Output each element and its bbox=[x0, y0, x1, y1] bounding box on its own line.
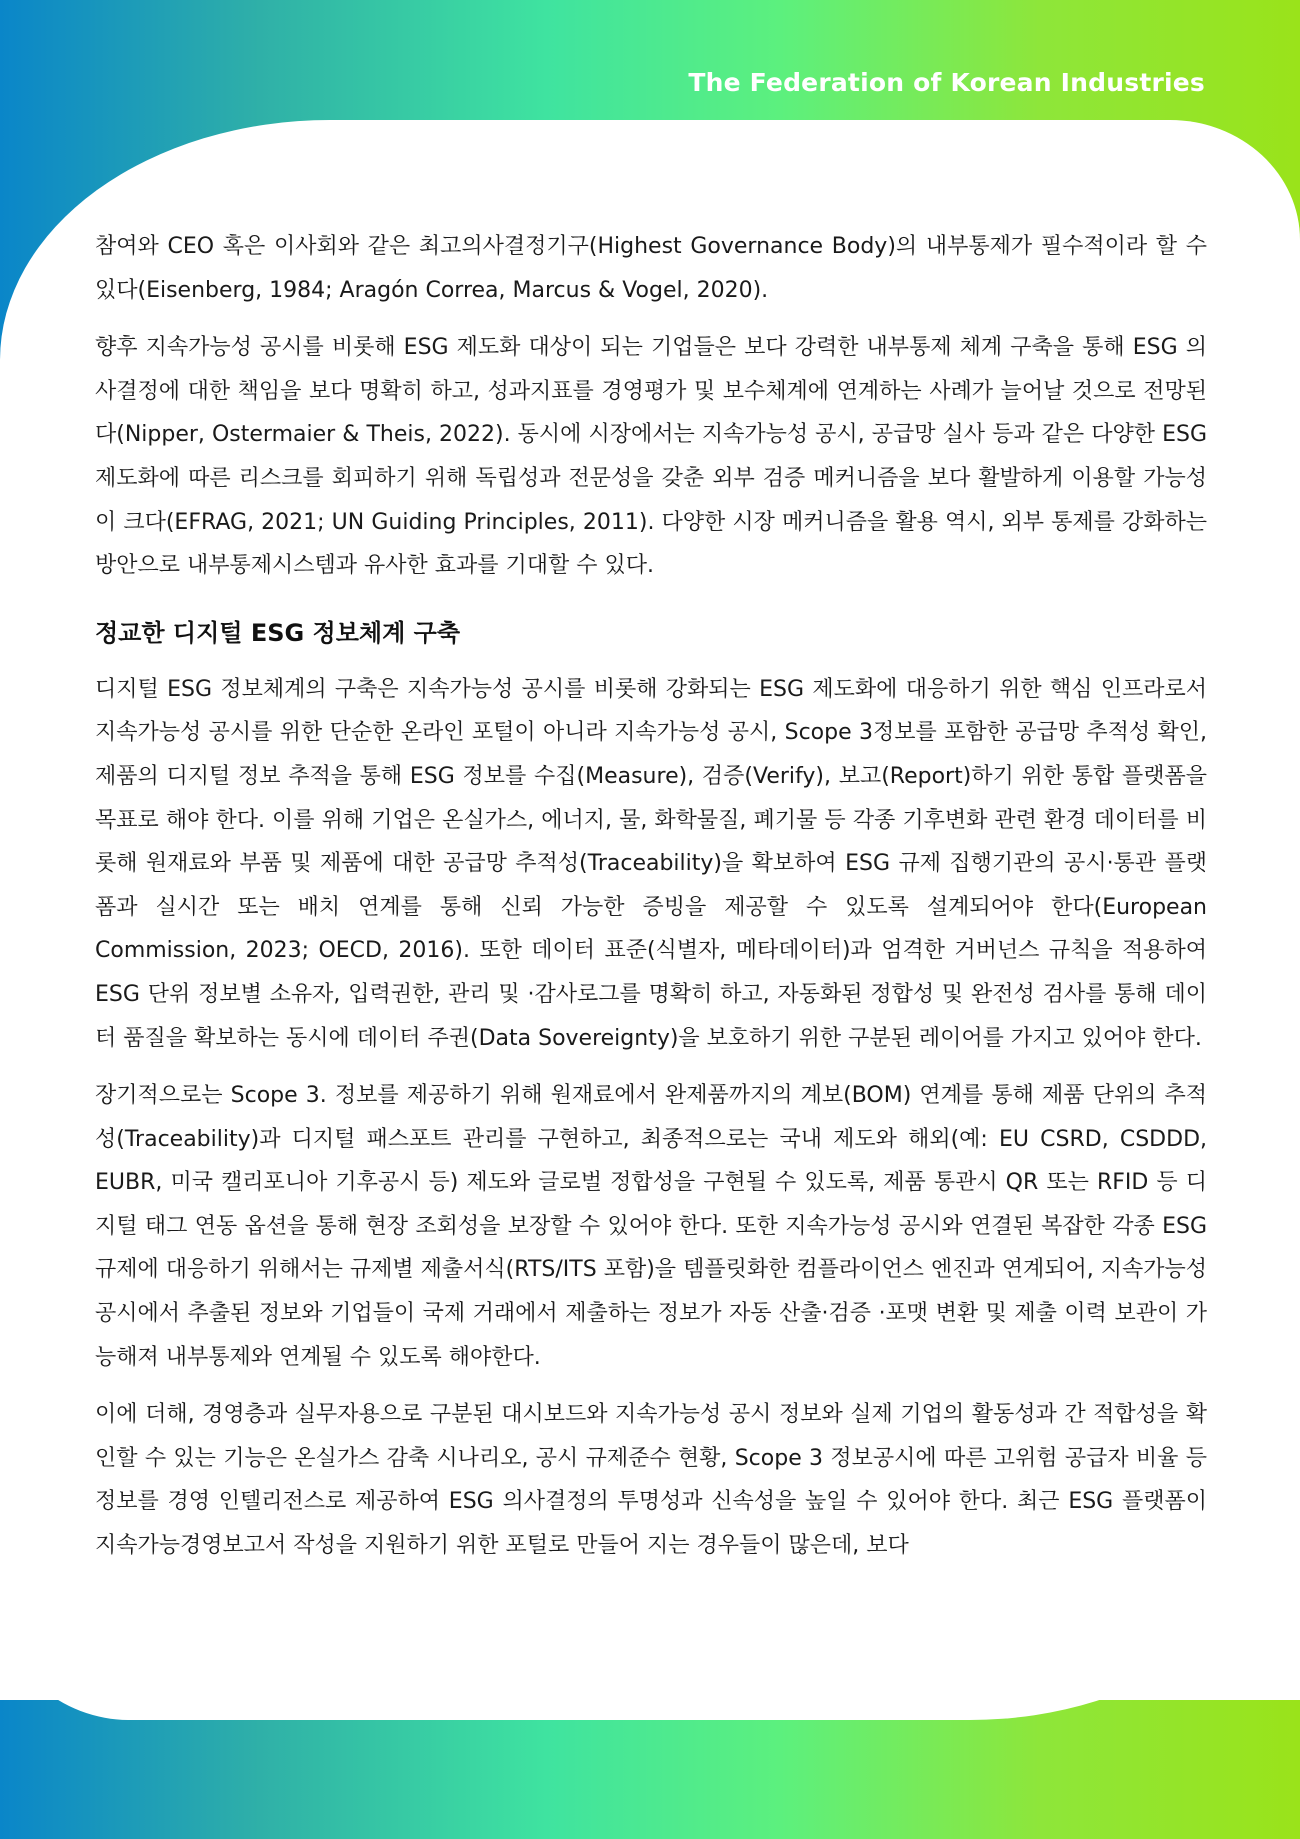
paragraph: 장기적으로는 Scope 3. 정보를 제공하기 위해 원재료에서 완제품까지의 계보(BOM) 연계를 통해 제품 단위의 추적성(Traceability)과 디지털 패스포트 관리를 구현하고, 최종적으로는 국내 제도와 해외(예: EU CSRD, CSDDD, EUBR, 미국 캘리포니아 기후공시 등) 제도와 글로벌 정합성을 구현될 수 있도록, 제품 통관시 QR 또는 RFID 등 디지털 태그 연동 옵션을 통해 현장 조회성을 보장할 수 있어야 한다. 또한 지속가능성 공시와 연결된 복잡한 각종 ESG 규제에 대응하기 위해서는 규제별 제출서식(RTS/ITS 포함)을 템플릿화한 컴플라이언스 엔진과 연계되어, 지속가능성 공시에서 추출된 정보와 기업들이 국제 거래에서 제출하는 정보가 자동 산출·검증 ·포맷 변환 및 제출 이력 보관이 가능해져 내부통제와 연계될 수 있도록 해야한다. bbox=[95, 1083, 1207, 1370]
paragraph: 참여와 CEO 혹은 이사회와 같은 최고의사결정기구(Highest Governance Body)의 내부통제가 필수적이라 할 수 있다(Eisenberg, 1984; Aragón Correa, Marcus & Vogel, 2020). bbox=[95, 234, 1207, 303]
footer-gradient-band bbox=[0, 1700, 1300, 1839]
paragraph: 이에 더해, 경영층과 실무자용으로 구분된 대시보드와 지속가능성 공시 정보와 실제 기업의 활동성과 간 적합성을 확인할 수 있는 기능은 온실가스 감축 시나리오, 공시 규제준수 현황, Scope 3 정보공시에 따른 고위험 공급자 비율 등 정보를 경영 인텔리전스로 제공하여 ESG 의사결정의 투명성과 신속성을 높일 수 있어야 한다. 최근 ESG 플랫폼이 지속가능경영보고서 작성을 지원하기 위한 포털로 만들어 지는 경우들이 많은데, 보다 bbox=[95, 1402, 1207, 1559]
paragraph: 향후 지속가능성 공시를 비롯해 ESG 제도화 대상이 되는 기업들은 보다 강력한 내부통제 체계 구축을 통해 ESG 의사결정에 대한 책임을 보다 명확히 하고, 성과지표를 경영평가 및 보수체계에 연계하는 사례가 늘어날 것으로 전망된다(Nipper, Ostermaier & Theis, 2022). 동시에 시장에서는 지속가능성 공시, 공급망 실사 등과 같은 다양한 ESG 제도화에 따른 리스크를 회피하기 위해 독립성과 전문성을 갖춘 외부 검증 메커니즘을 보다 활발하게 이용할 가능성이 크다(EFRAG, 2021; UN Guiding Principles, 2011). 다양한 시장 메커니즘을 활용 역시, 외부 통제를 강화하는 방안으로 내부통제시스템과 유사한 효과를 기대할 수 있다. bbox=[95, 335, 1207, 579]
document-body bbox=[95, 225, 1207, 1582]
paragraph: 디지털 ESG 정보체계의 구축은 지속가능성 공시를 비롯해 강화되는 ESG 제도화에 대응하기 위한 핵심 인프라로서 지속가능성 공시를 위한 단순한 온라인 포털이 아니라 지속가능성 공시, Scope 3정보를 포함한 공급망 추적성 확인, 제품의 디지털 정보 추적을 통해 ESG 정보를 수집(Measure), 검증(Verify), 보고(Report)하기 위한 통합 플랫폼을 목표로 해야 한다. 이를 위해 기업은 온실가스, 에너지, 물, 화학물질, 폐기물 등 각종 기후변화 관련 환경 데이터를 비롯해 원재료와 부품 및 제품에 대한 공급망 추적성(Traceability)을 확보하여 ESG 규제 집행기관의 공시·통관 플랫폼과 실시간 또는 배치 연계를 통해 신뢰 가능한 증빙을 제공할 수 있도록 설계되어야 한다(European Commission, 2023; OECD, 2016). 또한 데이터 표준(식별자, 메타데이터)과 엄격한 거버넌스 규칙을 적용하여 ESG 단위 정보별 소유자, 입력권한, 관리 및 ·감사로그를 명확히 하고, 자동화된 정합성 및 완전성 검사를 통해 데이터 품질을 확보하는 동시에 데이터 주권(Data Sovereignty)을 보호하기 위한 구분된 레이어를 가지고 있어야 한다. bbox=[95, 676, 1207, 1051]
section-heading: 정교한 디지털 ESG 정보체계 구축 bbox=[95, 618, 461, 647]
organization-title: The Federation of Korean Industries bbox=[688, 68, 1205, 97]
